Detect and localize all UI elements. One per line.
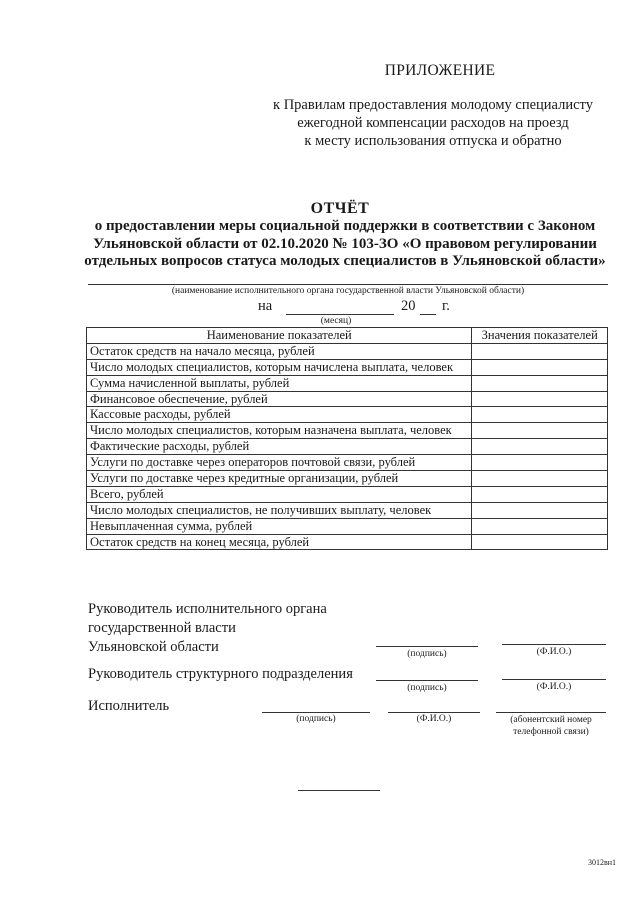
table-row	[87, 486, 608, 502]
phone-caption-line: телефонной связи)	[513, 727, 589, 737]
table-row	[87, 375, 608, 391]
struct-name-line	[502, 679, 606, 680]
row-label: Всего, рублей	[87, 486, 472, 502]
appendix-line: ежегодной компенсации расходов на проезд	[297, 115, 569, 131]
table-row	[87, 471, 608, 487]
report-subtitle-line: отдельных вопросов статуса молодых специалистов в Ульяновской области»	[84, 253, 606, 269]
row-value	[472, 471, 608, 487]
row-value	[472, 407, 608, 423]
document-code: 3012вн1	[588, 858, 617, 867]
head-label-line: государственной власти	[88, 620, 236, 636]
row-label: Кассовые расходы, рублей	[87, 407, 472, 423]
head-of-body-label	[88, 600, 327, 657]
table-row	[87, 391, 608, 407]
executor-signature-line	[262, 712, 370, 713]
phone-caption-line: (абонентский номер	[510, 715, 592, 725]
year-line	[420, 314, 436, 315]
row-label: Невыплаченная сумма, рублей	[87, 518, 472, 534]
head-signature-caption: (подпись)	[407, 649, 447, 659]
struct-name-caption: (Ф.И.О.)	[536, 682, 572, 692]
executor-phone-line	[496, 712, 606, 713]
executor-name-line	[388, 712, 480, 713]
table-row	[87, 359, 608, 375]
table-row	[87, 423, 608, 439]
executor-label: Исполнитель	[88, 698, 170, 714]
row-label: Число молодых специалистов, которым назначена выплата, человек	[87, 423, 472, 439]
org-name-line	[88, 284, 608, 285]
header-indicator-name: Наименование показателей	[87, 328, 472, 344]
appendix-title: ПРИЛОЖЕНИЕ	[384, 62, 496, 79]
row-label: Остаток средств на конец месяца, рублей	[87, 534, 472, 550]
head-name-line	[502, 644, 606, 645]
row-value	[472, 359, 608, 375]
row-value	[472, 343, 608, 359]
row-label: Услуги по доставке через операторов почтовой связи, рублей	[87, 455, 472, 471]
org-name-caption: (наименование исполнительного органа государственной власти Ульяновской области)	[171, 286, 525, 296]
head-label-line: Ульяновской области	[88, 639, 219, 655]
period-suffix: г.	[442, 298, 450, 314]
table-row	[87, 502, 608, 518]
struct-signature-line	[376, 680, 478, 681]
struct-signature-caption: (подпись)	[407, 683, 447, 693]
row-value	[472, 502, 608, 518]
table-header-row	[87, 328, 608, 344]
row-label: Число молодых специалистов, которым начислена выплата, человек	[87, 359, 472, 375]
row-label: Фактические расходы, рублей	[87, 439, 472, 455]
table-row	[87, 439, 608, 455]
row-value	[472, 375, 608, 391]
executor-signature-caption: (подпись)	[296, 714, 336, 724]
report-subtitle-line: о предоставлении меры социальной поддержки в соответствии с Законом	[94, 218, 596, 234]
table-row	[87, 534, 608, 550]
head-signature-line	[376, 646, 478, 647]
table-row	[87, 455, 608, 471]
row-label: Сумма начисленной выплаты, рублей	[87, 375, 472, 391]
row-value	[472, 486, 608, 502]
head-name-caption: (Ф.И.О.)	[536, 647, 572, 657]
row-label: Финансовое обеспечение, рублей	[87, 391, 472, 407]
executor-phone-caption	[490, 714, 612, 738]
row-value	[472, 391, 608, 407]
header-indicator-value: Значения показателей	[472, 328, 608, 344]
row-value	[472, 455, 608, 471]
row-value	[472, 439, 608, 455]
table-row	[87, 518, 608, 534]
table-row	[87, 343, 608, 359]
month-caption: (месяц)	[320, 316, 352, 326]
month-line	[286, 314, 394, 315]
head-label-line: Руководитель исполнительного органа	[88, 601, 327, 617]
appendix-line: к месту использования отпуска и обратно	[304, 133, 562, 149]
report-subtitle	[80, 218, 610, 271]
report-title: ОТЧЁТ	[310, 200, 370, 217]
period-prefix: на	[258, 298, 273, 314]
table-row	[87, 407, 608, 423]
indicators-table	[86, 327, 608, 550]
appendix-reference	[258, 96, 608, 150]
period-year: 20	[401, 298, 416, 314]
row-label: Услуги по доставке через кредитные организации, рублей	[87, 471, 472, 487]
row-label: Остаток средств на начало месяца, рублей	[87, 343, 472, 359]
struct-head-label: Руководитель структурного подразделения	[88, 666, 353, 682]
row-value	[472, 423, 608, 439]
report-subtitle-line: Ульяновской области от 02.10.2020 № 103-ЗО «О правовом регулировании	[93, 235, 597, 252]
appendix-line: к Правилам предоставления молодому специалисту	[273, 97, 593, 113]
executor-name-caption: (Ф.И.О.)	[416, 714, 452, 724]
row-value	[472, 518, 608, 534]
row-value	[472, 534, 608, 550]
row-label: Число молодых специалистов, не получивших выплату, человек	[87, 502, 472, 518]
closing-line	[298, 790, 380, 791]
